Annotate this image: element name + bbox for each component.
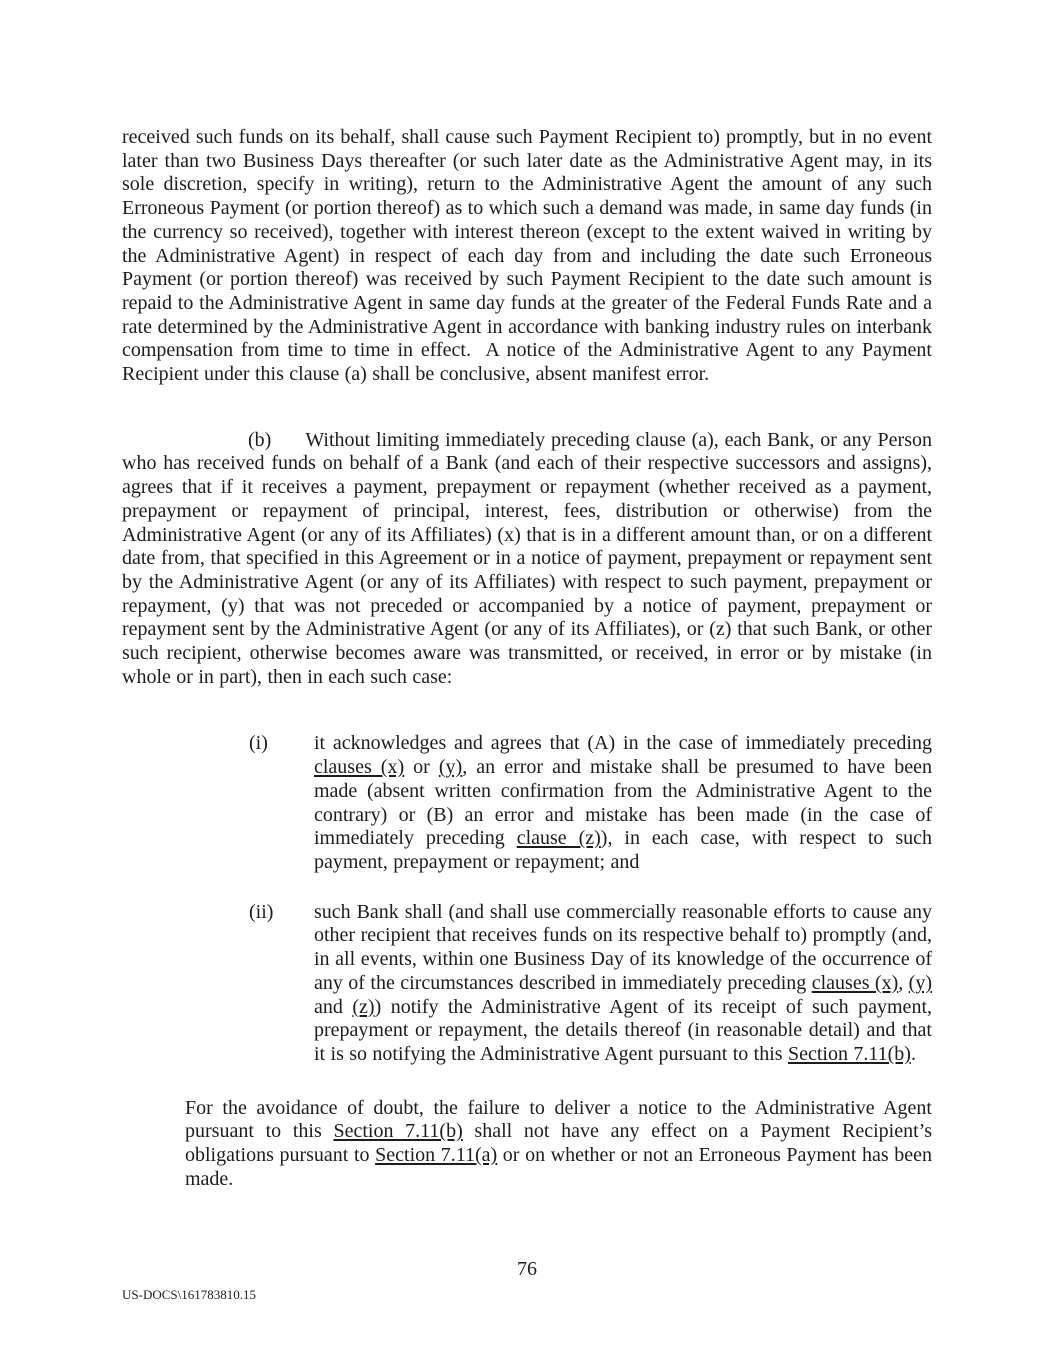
page-body (122, 126, 932, 1191)
document-id-footer: US-DOCS\161783810.15 (122, 1287, 256, 1302)
paragraph-b: (b) Without limiting immediately preceding clause (a), each Bank, or any Person who has received funds on behalf of a Bank (and each of their respective successors and assigns), agrees that if it receives a payment, prepayment or repayment (whether received as a payment, prepayment or repayment of principal, interest, fees, distribution or otherwise) from the Administrative Agent (or any of its Affiliates) (x) that is in a different amount than, or on a different date from, that specified in this Agreement or in a notice of payment, prepayment or repayment sent by the Administrative Agent (or any of its Affiliates) with respect to such payment, prepayment or repayment, (y) that was not preceded or accompanied by a notice of payment, prepayment or repayment sent by the Administrative Agent (or any of its Affiliates), or (z) that such Bank, or other such recipient, otherwise becomes aware was transmitted, or received, in error or by mistake (in whole or in part), then in each such case: (122, 428, 932, 688)
closing-paragraph: For the avoidance of doubt, the failure to deliver a notice to the Administrative Agent pursuant to this Section 7.11(b) shall not have any effect on a Payment Recipient’s obligations pursuant to Section 7.11(a) or on whether or not an Erroneous Payment has been made. (185, 1096, 933, 1190)
list-item-ii (122, 901, 932, 1067)
page-number: 76 (517, 1258, 537, 1280)
list-item-i-text: it acknowledges and agrees that (A) in the case of immediately preceding clauses (x) or (y), an error and mistake shall be presumed to have been made (absent written confirmation from the Administrative Agent to the contrary) or (B) an error and mistake has been made (in the case of immediately preceding clause (z)), in each case, with respect to such payment, prepayment or repayment; and (314, 732, 932, 873)
list-marker-i: (i) (249, 732, 268, 755)
list-marker-ii: (ii) (249, 900, 274, 923)
list-item-i (122, 732, 932, 874)
list-item-ii-text: such Bank shall (and shall use commercially reasonable efforts to cause any other recipient that receives funds on its respective behalf to) promptly (and, in all events, within one Business Day of its knowledge of the occurrence of any of the circumstances described in immediately preceding clauses (x), (y) and (z)) notify the Administrative Agent of its receipt of such payment, prepayment or repayment, the details thereof (in reasonable detail) and that it is so notifying the Administrative Agent pursuant to this Section 7.11(b). (314, 900, 932, 1065)
paragraph-a-continuation: received such funds on its behalf, shall cause such Payment Recipient to) promptly, but in no event later than two Business Days thereafter (or such later date as the Administrative Agent may, in its sole discretion, specify in writing), return to the Administrative Agent the amount of any such Erroneous Payment (or portion thereof) as to which such a demand was made, in same day funds (in the currency so received), together with interest thereon (except to the extent waived in writing by the Administrative Agent) in respect of each day from and including the date such Erroneous Payment (or portion thereof) was received by such Payment Recipient to the date such amount is repaid to the Administrative Agent in same day funds at the greater of the Federal Funds Rate and a rate determined by the Administrative Agent in accordance with banking industry rules on interbank compensation from time to time in effect. A notice of the Administrative Agent to any Payment Recipient under this clause (a) shall be conclusive, absent manifest error. (122, 126, 932, 386)
